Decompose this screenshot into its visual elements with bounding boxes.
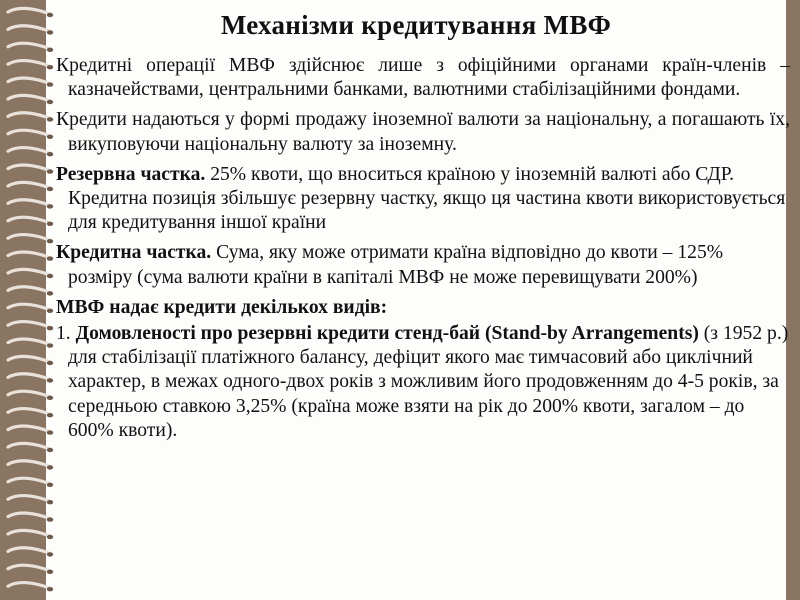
reserve-tranche-text: 25% квоти, що вноситься країною у іноземній валюті або СДР. Кредитна позиція збільшує резервну частку, якщо ця частина квоти використовується для кредитування іншої країни — [68, 163, 786, 234]
spiral-ring — [8, 565, 50, 571]
binding-hole — [47, 309, 53, 313]
spiral-ring — [8, 583, 50, 589]
credit-types-heading: МВФ надає кредити декількох видів: — [56, 296, 388, 318]
binding-hole — [47, 100, 53, 104]
binding-hole — [47, 187, 53, 191]
spiral-ring — [8, 391, 50, 397]
binding-hole — [47, 152, 53, 156]
spiral-ring — [8, 61, 50, 67]
binding-hole — [47, 587, 53, 591]
spiral-ring — [8, 496, 50, 502]
slide-content — [56, 54, 790, 449]
spiral-ring — [8, 269, 50, 275]
binding-hole — [47, 326, 53, 330]
binding-hole — [47, 117, 53, 121]
binding-hole — [47, 396, 53, 400]
binding-hole — [47, 291, 53, 295]
spiral-ring — [8, 304, 50, 310]
spiral-ring — [8, 217, 50, 223]
paragraph-credit-types — [56, 296, 790, 320]
binding-hole — [47, 448, 53, 452]
binding-hole — [47, 65, 53, 69]
paragraph-credit-operations: Кредитні операції МВФ здійснює лише з офіційними органами країн-членів – казначействами, центральними банками, валютними стабілізаційними фондами. — [56, 55, 790, 101]
binding-hole — [47, 48, 53, 52]
spiral-ring — [8, 461, 50, 467]
spiral-ring — [8, 78, 50, 84]
binding-hole — [47, 361, 53, 365]
paragraph-stand-by — [56, 322, 790, 443]
spiral-ring — [8, 182, 50, 188]
spiral-ring — [8, 374, 50, 380]
spiral-ring — [8, 26, 50, 32]
spiral-ring — [8, 287, 50, 293]
spiral-ring — [8, 548, 50, 554]
notebook-spiral-binding — [0, 0, 60, 600]
stand-by-heading: Домовленості про резервні кредити стенд-бай (Stand-by Arrangements) — [75, 323, 699, 345]
binding-hole — [47, 135, 53, 139]
reserve-tranche-heading: Резервна частка. — [56, 163, 206, 185]
spiral-ring — [8, 443, 50, 449]
stand-by-number: 1. — [56, 323, 76, 345]
binding-hole — [47, 552, 53, 556]
spiral-ring — [8, 200, 50, 206]
binding-hole — [47, 378, 53, 382]
binding-hole — [47, 500, 53, 504]
paragraph-reserve-tranche — [56, 163, 790, 236]
spiral-ring — [8, 513, 50, 519]
spiral-ring — [8, 339, 50, 345]
binding-hole — [47, 82, 53, 86]
spiral-ring — [8, 130, 50, 136]
spiral-ring — [8, 8, 50, 14]
spiral-ring — [8, 43, 50, 49]
spiral-ring — [8, 409, 50, 415]
binding-hole — [47, 169, 53, 173]
spiral-ring — [8, 530, 50, 536]
binding-hole — [47, 465, 53, 469]
spiral-ring — [8, 113, 50, 119]
spiral-ring — [8, 356, 50, 362]
binding-hole — [47, 204, 53, 208]
binding-hole — [47, 274, 53, 278]
spiral-ring — [8, 322, 50, 328]
paragraph-credit-tranche — [56, 241, 790, 289]
paragraph-credit-form: Кредити надаються у формі продажу іноземної валюти за національну, а погашають їх, викуповуючи національну валюту за іноземну. — [56, 109, 790, 155]
binding-hole — [47, 343, 53, 347]
spiral-ring — [8, 235, 50, 241]
binding-hole — [47, 535, 53, 539]
binding-hole — [47, 483, 53, 487]
credit-tranche-text: Сума, яку може отримати країна відповідно до квоти – 125% розміру (сума валюти країни в капіталі МВФ не може перевищувати 200%) — [68, 242, 724, 288]
binding-hole — [47, 256, 53, 260]
spiral-ring — [8, 165, 50, 171]
spiral-ring — [8, 252, 50, 258]
binding-hole — [47, 13, 53, 17]
binding-hole — [47, 413, 53, 417]
binding-hole — [47, 430, 53, 434]
slide-title: Механізми кредитування МВФ — [220, 10, 612, 40]
spiral-ring — [8, 426, 50, 432]
binding-hole — [47, 517, 53, 521]
binding-hole — [47, 30, 53, 34]
binding-hole — [47, 239, 53, 243]
stand-by-text: (з 1952 р.) для стабілізації платіжного балансу, дефіцит якого має тимчасовий або циклічний характер, в межах одного-двох років з можливим його продовженням до 4-5 років, за середньою ставкою 3,25% (країна може взяти на рік до 200% квоти, загалом – до 600% квоти). — [68, 323, 789, 441]
binding-hole — [47, 222, 53, 226]
binding-hole — [47, 570, 53, 574]
spiral-ring — [8, 148, 50, 154]
spiral-ring — [8, 95, 50, 101]
credit-tranche-heading: Кредитна частка. — [56, 242, 212, 264]
spiral-ring — [8, 478, 50, 484]
